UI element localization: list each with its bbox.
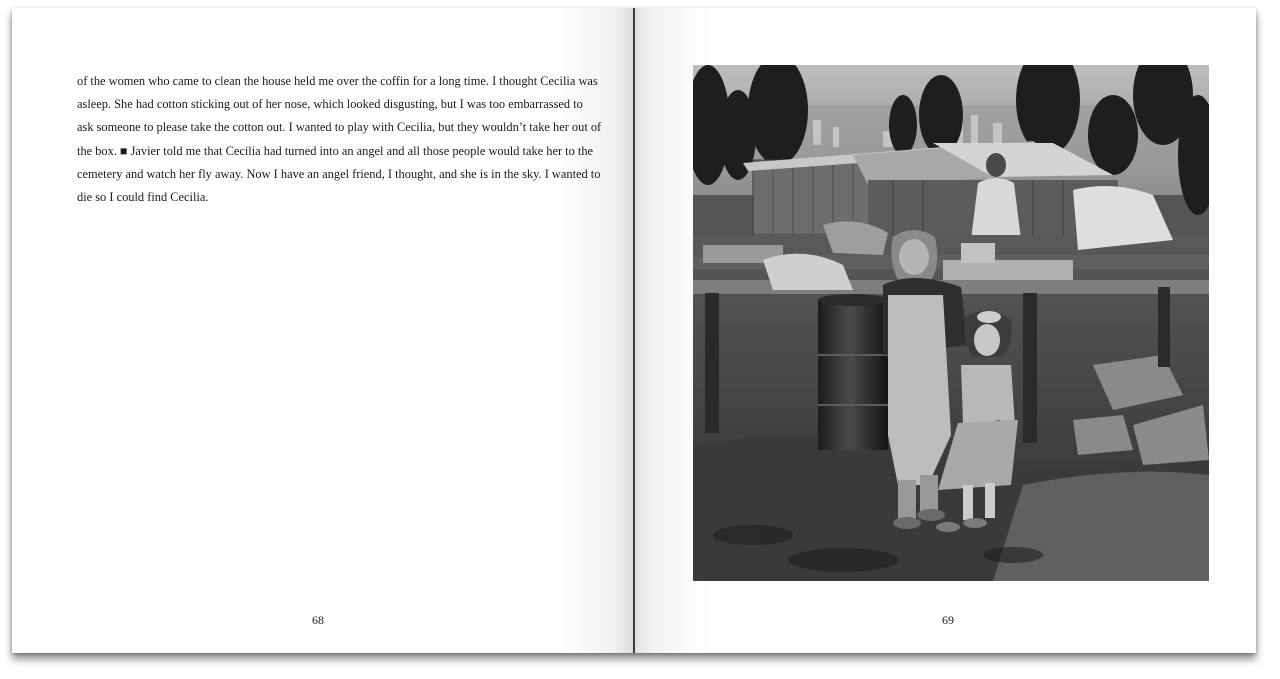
text-line: die so I could find Cecilia.: [77, 190, 209, 205]
right-page: [635, 8, 1256, 653]
text-line: ask someone to please take the cotton out. I wanted to play with Cecilia, but they wouldn’t take her out of: [77, 120, 602, 135]
text-line: the box. ■ Javier told me that Cecilia had turned into an angel and all those people would take her to the: [77, 143, 594, 158]
text-line: cemetery and watch her fly away. Now I have an angel friend, I thought, and she is in the sky. I wanted to: [77, 166, 601, 181]
body-text: [77, 70, 602, 209]
photograph: [693, 65, 1209, 581]
page-number-left: 68: [312, 613, 324, 627]
text-line: of the women who came to clean the house held me over the coffin for a long time. I thought Cecilia was: [77, 74, 598, 88]
text-line: asleep. She had cotton sticking out of her nose, which looked disgusting, but I was too embarrassed to: [77, 97, 583, 112]
book-spread: [12, 8, 1256, 653]
left-page: [12, 8, 633, 653]
page-number-right: 69: [942, 613, 954, 627]
